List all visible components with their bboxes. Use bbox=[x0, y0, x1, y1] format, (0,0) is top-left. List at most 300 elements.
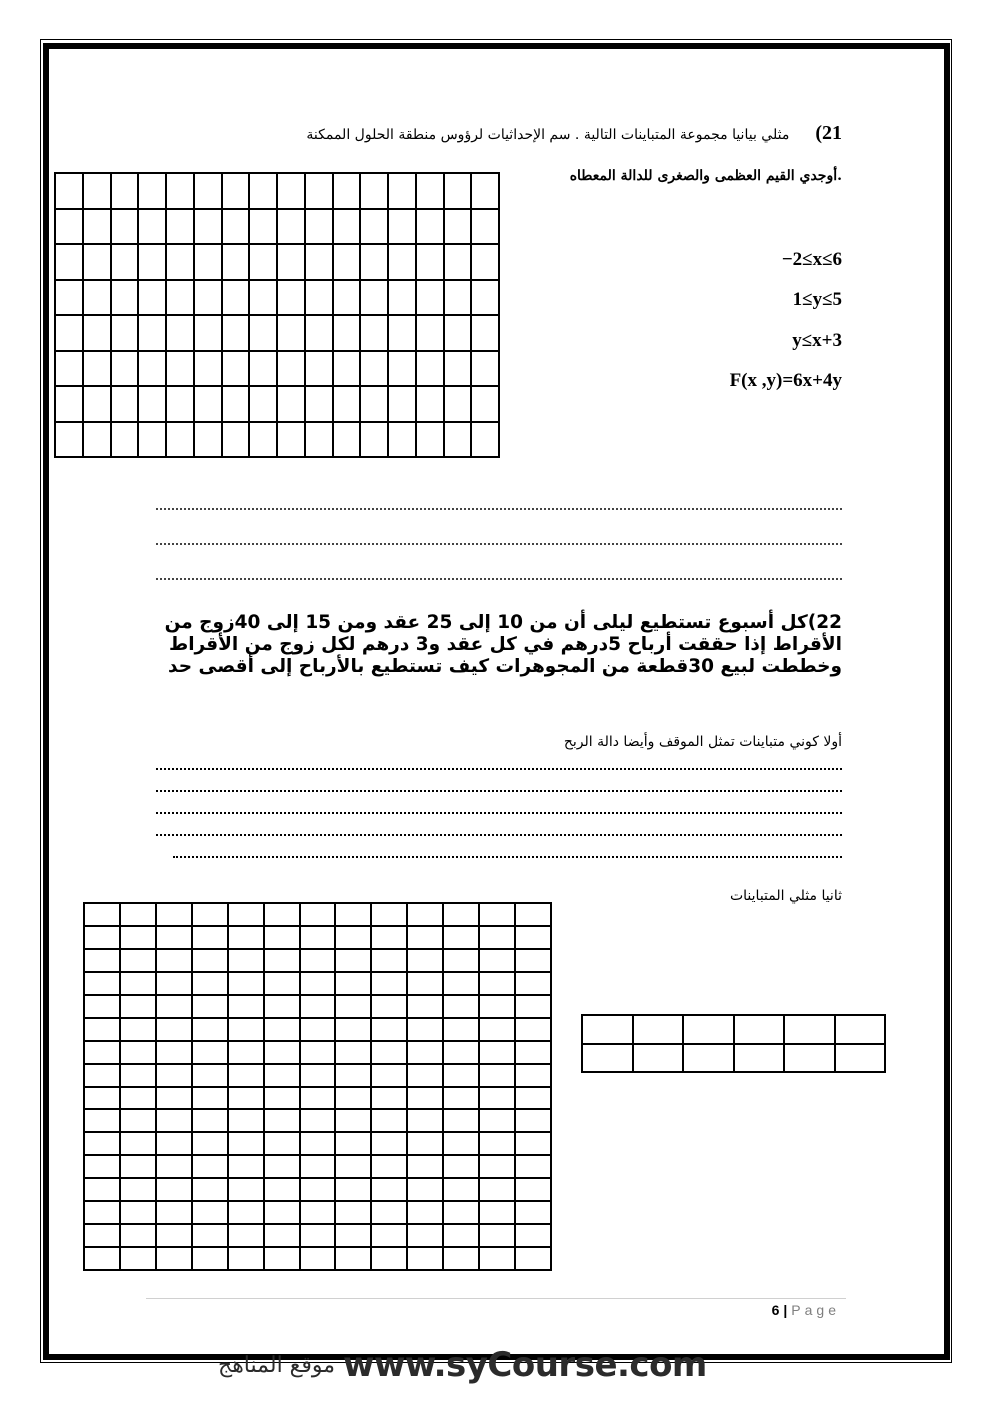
grid-cell[interactable] bbox=[55, 315, 83, 351]
grid-cell[interactable] bbox=[335, 1247, 371, 1270]
grid-cell[interactable] bbox=[416, 280, 444, 316]
grid-cell[interactable] bbox=[300, 926, 336, 949]
grid-cell[interactable] bbox=[111, 209, 139, 245]
grid-cell[interactable] bbox=[335, 1041, 371, 1064]
grid-cell[interactable] bbox=[111, 244, 139, 280]
grid-cell[interactable] bbox=[443, 1178, 479, 1201]
grid-cell[interactable] bbox=[84, 1178, 120, 1201]
grid-cell[interactable] bbox=[416, 173, 444, 209]
part1-answer-line-3[interactable] bbox=[156, 812, 842, 814]
grid-cell[interactable] bbox=[479, 903, 515, 926]
grid-cell[interactable] bbox=[55, 351, 83, 387]
grid-cell[interactable] bbox=[443, 1155, 479, 1178]
grid-cell[interactable] bbox=[300, 1224, 336, 1247]
grid-cell[interactable] bbox=[388, 422, 416, 458]
grid-cell[interactable] bbox=[55, 386, 83, 422]
grid-cell[interactable] bbox=[83, 244, 111, 280]
grid-cell[interactable] bbox=[335, 1087, 371, 1110]
grid-cell[interactable] bbox=[55, 244, 83, 280]
grid-cell[interactable] bbox=[55, 280, 83, 316]
grid-cell[interactable] bbox=[360, 315, 388, 351]
grid-cell[interactable] bbox=[156, 1132, 192, 1155]
grid-cell[interactable] bbox=[515, 972, 551, 995]
grid-cell[interactable] bbox=[335, 1018, 371, 1041]
grid-cell[interactable] bbox=[305, 209, 333, 245]
grid-cell[interactable] bbox=[120, 1087, 156, 1110]
grid-cell[interactable] bbox=[84, 1064, 120, 1087]
grid-cell[interactable] bbox=[335, 1109, 371, 1132]
grid-cell[interactable] bbox=[471, 244, 499, 280]
grid-cell[interactable] bbox=[360, 422, 388, 458]
grid-cell[interactable] bbox=[120, 926, 156, 949]
grid-cell[interactable] bbox=[335, 926, 371, 949]
grid-cell[interactable] bbox=[407, 1201, 443, 1224]
grid-cell[interactable] bbox=[416, 315, 444, 351]
grid-cell[interactable] bbox=[407, 1155, 443, 1178]
grid-cell[interactable] bbox=[471, 173, 499, 209]
table-cell[interactable] bbox=[835, 1044, 886, 1073]
grid-cell[interactable] bbox=[55, 173, 83, 209]
grid-cell[interactable] bbox=[407, 1087, 443, 1110]
grid-cell[interactable] bbox=[84, 972, 120, 995]
grid-cell[interactable] bbox=[471, 386, 499, 422]
grid-cell[interactable] bbox=[479, 1155, 515, 1178]
grid-cell[interactable] bbox=[120, 1224, 156, 1247]
grid-cell[interactable] bbox=[83, 351, 111, 387]
answer-line-1[interactable] bbox=[156, 508, 842, 510]
table-cell[interactable] bbox=[683, 1015, 734, 1044]
grid-cell[interactable] bbox=[444, 209, 472, 245]
grid-cell[interactable] bbox=[371, 926, 407, 949]
grid-cell[interactable] bbox=[249, 386, 277, 422]
grid-cell[interactable] bbox=[156, 972, 192, 995]
grid-cell[interactable] bbox=[416, 209, 444, 245]
grid-cell[interactable] bbox=[83, 386, 111, 422]
part1-answer-line-5[interactable] bbox=[173, 856, 842, 858]
grid-cell[interactable] bbox=[277, 280, 305, 316]
grid-cell[interactable] bbox=[300, 1155, 336, 1178]
grid-cell[interactable] bbox=[333, 244, 361, 280]
grid-cell[interactable] bbox=[371, 1247, 407, 1270]
grid-cell[interactable] bbox=[264, 1041, 300, 1064]
grid-cell[interactable] bbox=[371, 1087, 407, 1110]
grid-cell[interactable] bbox=[479, 1041, 515, 1064]
grid-cell[interactable] bbox=[360, 244, 388, 280]
grid-cell[interactable] bbox=[194, 244, 222, 280]
grid-cell[interactable] bbox=[388, 209, 416, 245]
grid-cell[interactable] bbox=[264, 1178, 300, 1201]
grid-cell[interactable] bbox=[228, 1109, 264, 1132]
grid-cell[interactable] bbox=[479, 995, 515, 1018]
grid-cell[interactable] bbox=[388, 315, 416, 351]
grid-cell[interactable] bbox=[84, 1247, 120, 1270]
grid-cell[interactable] bbox=[407, 1178, 443, 1201]
grid-cell[interactable] bbox=[111, 386, 139, 422]
grid-cell[interactable] bbox=[305, 422, 333, 458]
grid-cell[interactable] bbox=[138, 386, 166, 422]
grid-cell[interactable] bbox=[83, 209, 111, 245]
grid-cell[interactable] bbox=[371, 1132, 407, 1155]
grid-cell[interactable] bbox=[138, 351, 166, 387]
grid-cell[interactable] bbox=[300, 972, 336, 995]
grid-cell[interactable] bbox=[335, 903, 371, 926]
table-cell[interactable] bbox=[582, 1015, 633, 1044]
grid-cell[interactable] bbox=[228, 1087, 264, 1110]
grid-cell[interactable] bbox=[166, 315, 194, 351]
grid-cell[interactable] bbox=[228, 995, 264, 1018]
grid-cell[interactable] bbox=[515, 995, 551, 1018]
grid-cell[interactable] bbox=[194, 386, 222, 422]
grid-cell[interactable] bbox=[222, 280, 250, 316]
grid-cell[interactable] bbox=[335, 972, 371, 995]
grid-cell[interactable] bbox=[300, 1201, 336, 1224]
grid-cell[interactable] bbox=[264, 1247, 300, 1270]
grid-cell[interactable] bbox=[120, 995, 156, 1018]
grid-cell[interactable] bbox=[335, 1064, 371, 1087]
grid-cell[interactable] bbox=[222, 244, 250, 280]
grid-cell[interactable] bbox=[407, 1041, 443, 1064]
grid-cell[interactable] bbox=[194, 173, 222, 209]
table-cell[interactable] bbox=[835, 1015, 886, 1044]
grid-cell[interactable] bbox=[166, 209, 194, 245]
grid-cell[interactable] bbox=[335, 995, 371, 1018]
grid-cell[interactable] bbox=[228, 1178, 264, 1201]
grid-cell[interactable] bbox=[228, 1247, 264, 1270]
grid-cell[interactable] bbox=[371, 995, 407, 1018]
grid-cell[interactable] bbox=[305, 280, 333, 316]
grid-cell[interactable] bbox=[333, 315, 361, 351]
grid-cell[interactable] bbox=[138, 173, 166, 209]
grid-cell[interactable] bbox=[360, 209, 388, 245]
grid-cell[interactable] bbox=[300, 903, 336, 926]
grid-cell[interactable] bbox=[120, 903, 156, 926]
grid-cell[interactable] bbox=[515, 1132, 551, 1155]
grid-cell[interactable] bbox=[84, 1155, 120, 1178]
grid-cell[interactable] bbox=[277, 386, 305, 422]
grid-cell[interactable] bbox=[249, 209, 277, 245]
grid-cell[interactable] bbox=[156, 949, 192, 972]
grid-cell[interactable] bbox=[84, 903, 120, 926]
grid-cell[interactable] bbox=[120, 1018, 156, 1041]
grid-cell[interactable] bbox=[83, 422, 111, 458]
grid-cell[interactable] bbox=[479, 1132, 515, 1155]
table-cell[interactable] bbox=[734, 1044, 785, 1073]
grid-cell[interactable] bbox=[249, 315, 277, 351]
grid-cell[interactable] bbox=[333, 280, 361, 316]
grid-cell[interactable] bbox=[443, 1247, 479, 1270]
grid-cell[interactable] bbox=[444, 315, 472, 351]
grid-cell[interactable] bbox=[192, 1018, 228, 1041]
grid-cell[interactable] bbox=[407, 926, 443, 949]
grid-cell[interactable] bbox=[228, 1041, 264, 1064]
grid-cell[interactable] bbox=[249, 351, 277, 387]
grid-cell[interactable] bbox=[300, 1041, 336, 1064]
grid-cell[interactable] bbox=[335, 1132, 371, 1155]
grid-cell[interactable] bbox=[360, 173, 388, 209]
grid-cell[interactable] bbox=[444, 386, 472, 422]
table-cell[interactable] bbox=[734, 1015, 785, 1044]
grid-cell[interactable] bbox=[138, 422, 166, 458]
grid-cell[interactable] bbox=[388, 351, 416, 387]
grid-cell[interactable] bbox=[407, 1109, 443, 1132]
grid-cell[interactable] bbox=[156, 1018, 192, 1041]
grid-cell[interactable] bbox=[166, 244, 194, 280]
grid-cell[interactable] bbox=[515, 1109, 551, 1132]
grid-cell[interactable] bbox=[305, 386, 333, 422]
grid-cell[interactable] bbox=[138, 209, 166, 245]
grid-cell[interactable] bbox=[407, 949, 443, 972]
grid-cell[interactable] bbox=[443, 949, 479, 972]
grid-cell[interactable] bbox=[443, 995, 479, 1018]
grid-cell[interactable] bbox=[222, 351, 250, 387]
grid-cell[interactable] bbox=[249, 244, 277, 280]
grid-cell[interactable] bbox=[471, 315, 499, 351]
grid-cell[interactable] bbox=[333, 422, 361, 458]
grid-cell[interactable] bbox=[264, 1224, 300, 1247]
grid-cell[interactable] bbox=[443, 903, 479, 926]
grid-cell[interactable] bbox=[83, 315, 111, 351]
grid-cell[interactable] bbox=[515, 1178, 551, 1201]
grid-cell[interactable] bbox=[228, 903, 264, 926]
grid-cell[interactable] bbox=[222, 315, 250, 351]
grid-cell[interactable] bbox=[416, 386, 444, 422]
grid-cell[interactable] bbox=[277, 315, 305, 351]
grid-cell[interactable] bbox=[443, 1224, 479, 1247]
grid-cell[interactable] bbox=[371, 972, 407, 995]
grid-cell[interactable] bbox=[156, 926, 192, 949]
grid-cell[interactable] bbox=[138, 280, 166, 316]
grid-cell[interactable] bbox=[388, 173, 416, 209]
grid-cell[interactable] bbox=[305, 244, 333, 280]
part1-answer-line-1[interactable] bbox=[156, 768, 842, 770]
grid-cell[interactable] bbox=[194, 422, 222, 458]
grid-cell[interactable] bbox=[84, 1224, 120, 1247]
grid-cell[interactable] bbox=[444, 422, 472, 458]
grid-cell[interactable] bbox=[111, 280, 139, 316]
grid-cell[interactable] bbox=[84, 1018, 120, 1041]
grid-cell[interactable] bbox=[444, 351, 472, 387]
grid-cell[interactable] bbox=[192, 1064, 228, 1087]
grid-cell[interactable] bbox=[479, 1178, 515, 1201]
grid-cell[interactable] bbox=[515, 903, 551, 926]
grid-cell[interactable] bbox=[166, 351, 194, 387]
grid-cell[interactable] bbox=[120, 1155, 156, 1178]
table-cell[interactable] bbox=[784, 1044, 835, 1073]
grid-cell[interactable] bbox=[515, 949, 551, 972]
grid-cell[interactable] bbox=[264, 903, 300, 926]
grid-cell[interactable] bbox=[333, 209, 361, 245]
grid-cell[interactable] bbox=[156, 1201, 192, 1224]
grid-cell[interactable] bbox=[407, 995, 443, 1018]
grid-cell[interactable] bbox=[192, 1155, 228, 1178]
grid-cell[interactable] bbox=[120, 1201, 156, 1224]
grid-cell[interactable] bbox=[264, 1155, 300, 1178]
grid-cell[interactable] bbox=[335, 1201, 371, 1224]
grid-cell[interactable] bbox=[194, 315, 222, 351]
grid-cell[interactable] bbox=[300, 1132, 336, 1155]
grid-cell[interactable] bbox=[228, 1224, 264, 1247]
grid-cell[interactable] bbox=[300, 1109, 336, 1132]
grid-cell[interactable] bbox=[305, 351, 333, 387]
grid-cell[interactable] bbox=[416, 244, 444, 280]
grid-cell[interactable] bbox=[222, 422, 250, 458]
grid-cell[interactable] bbox=[407, 1064, 443, 1087]
grid-cell[interactable] bbox=[120, 1178, 156, 1201]
grid-cell[interactable] bbox=[83, 280, 111, 316]
grid-cell[interactable] bbox=[228, 1155, 264, 1178]
grid-cell[interactable] bbox=[120, 1247, 156, 1270]
grid-cell[interactable] bbox=[335, 949, 371, 972]
grid-cell[interactable] bbox=[84, 926, 120, 949]
grid-cell[interactable] bbox=[479, 949, 515, 972]
grid-cell[interactable] bbox=[120, 1064, 156, 1087]
grid-cell[interactable] bbox=[228, 1132, 264, 1155]
grid-cell[interactable] bbox=[83, 173, 111, 209]
grid-cell[interactable] bbox=[192, 995, 228, 1018]
table-cell[interactable] bbox=[582, 1044, 633, 1073]
grid-cell[interactable] bbox=[192, 1087, 228, 1110]
grid-cell[interactable] bbox=[138, 244, 166, 280]
grid-cell[interactable] bbox=[479, 1247, 515, 1270]
grid-cell[interactable] bbox=[156, 1064, 192, 1087]
grid-cell[interactable] bbox=[111, 422, 139, 458]
grid-cell[interactable] bbox=[166, 173, 194, 209]
grid-cell[interactable] bbox=[515, 1018, 551, 1041]
grid-cell[interactable] bbox=[407, 1224, 443, 1247]
grid-cell[interactable] bbox=[264, 1201, 300, 1224]
grid-cell[interactable] bbox=[515, 1224, 551, 1247]
grid-cell[interactable] bbox=[228, 1201, 264, 1224]
grid-cell[interactable] bbox=[443, 972, 479, 995]
grid-cell[interactable] bbox=[120, 1041, 156, 1064]
grid-cell[interactable] bbox=[371, 1109, 407, 1132]
grid-cell[interactable] bbox=[111, 173, 139, 209]
grid-cell[interactable] bbox=[333, 386, 361, 422]
grid-cell[interactable] bbox=[264, 1018, 300, 1041]
grid-cell[interactable] bbox=[479, 1018, 515, 1041]
grid-cell[interactable] bbox=[156, 1178, 192, 1201]
grid-cell[interactable] bbox=[300, 995, 336, 1018]
grid-cell[interactable] bbox=[228, 926, 264, 949]
grid-cell[interactable] bbox=[192, 1201, 228, 1224]
grid-cell[interactable] bbox=[407, 1247, 443, 1270]
grid-cell[interactable] bbox=[335, 1224, 371, 1247]
grid-cell[interactable] bbox=[84, 1087, 120, 1110]
grid-cell[interactable] bbox=[156, 1041, 192, 1064]
grid-cell[interactable] bbox=[305, 173, 333, 209]
answer-line-3[interactable] bbox=[156, 578, 842, 580]
grid-cell[interactable] bbox=[360, 386, 388, 422]
grid-cell[interactable] bbox=[264, 1064, 300, 1087]
grid-cell[interactable] bbox=[479, 1064, 515, 1087]
grid-cell[interactable] bbox=[156, 1087, 192, 1110]
grid-cell[interactable] bbox=[371, 1155, 407, 1178]
grid-cell[interactable] bbox=[84, 1201, 120, 1224]
grid-cell[interactable] bbox=[515, 1064, 551, 1087]
grid-cell[interactable] bbox=[192, 1132, 228, 1155]
grid-cell[interactable] bbox=[300, 949, 336, 972]
grid-cell[interactable] bbox=[443, 1087, 479, 1110]
grid-cell[interactable] bbox=[515, 1041, 551, 1064]
grid-cell[interactable] bbox=[479, 1201, 515, 1224]
grid-cell[interactable] bbox=[515, 926, 551, 949]
grid-cell[interactable] bbox=[277, 351, 305, 387]
grid-cell[interactable] bbox=[192, 903, 228, 926]
part1-answer-line-4[interactable] bbox=[156, 834, 842, 836]
grid-cell[interactable] bbox=[371, 1064, 407, 1087]
grid-cell[interactable] bbox=[471, 422, 499, 458]
grid-cell[interactable] bbox=[138, 315, 166, 351]
grid-cell[interactable] bbox=[264, 926, 300, 949]
grid-cell[interactable] bbox=[443, 1109, 479, 1132]
grid-cell[interactable] bbox=[194, 280, 222, 316]
grid-cell[interactable] bbox=[360, 351, 388, 387]
grid-cell[interactable] bbox=[471, 209, 499, 245]
grid-cell[interactable] bbox=[371, 1018, 407, 1041]
grid-cell[interactable] bbox=[192, 926, 228, 949]
grid-cell[interactable] bbox=[300, 1018, 336, 1041]
grid-cell[interactable] bbox=[192, 1041, 228, 1064]
grid-cell[interactable] bbox=[479, 1109, 515, 1132]
grid-cell[interactable] bbox=[264, 1087, 300, 1110]
grid-cell[interactable] bbox=[228, 1018, 264, 1041]
grid-cell[interactable] bbox=[443, 1132, 479, 1155]
grid-cell[interactable] bbox=[55, 209, 83, 245]
grid-cell[interactable] bbox=[444, 244, 472, 280]
table-cell[interactable] bbox=[784, 1015, 835, 1044]
grid-cell[interactable] bbox=[300, 1178, 336, 1201]
grid-cell[interactable] bbox=[407, 972, 443, 995]
grid-cell[interactable] bbox=[416, 351, 444, 387]
grid-cell[interactable] bbox=[166, 386, 194, 422]
grid-cell[interactable] bbox=[300, 1064, 336, 1087]
grid-cell[interactable] bbox=[515, 1201, 551, 1224]
grid-cell[interactable] bbox=[192, 1224, 228, 1247]
grid-cell[interactable] bbox=[192, 972, 228, 995]
grid-cell[interactable] bbox=[264, 1109, 300, 1132]
grid-cell[interactable] bbox=[84, 1041, 120, 1064]
grid-cell[interactable] bbox=[249, 280, 277, 316]
grid-cell[interactable] bbox=[444, 173, 472, 209]
grid-cell[interactable] bbox=[264, 995, 300, 1018]
grid-cell[interactable] bbox=[156, 903, 192, 926]
grid-cell[interactable] bbox=[388, 386, 416, 422]
grid-cell[interactable] bbox=[111, 351, 139, 387]
answer-line-2[interactable] bbox=[156, 543, 842, 545]
grid-cell[interactable] bbox=[264, 1132, 300, 1155]
grid-cell[interactable] bbox=[407, 1018, 443, 1041]
table-cell[interactable] bbox=[683, 1044, 734, 1073]
grid-cell[interactable] bbox=[277, 244, 305, 280]
grid-cell[interactable] bbox=[120, 949, 156, 972]
grid-cell[interactable] bbox=[371, 1178, 407, 1201]
grid-cell[interactable] bbox=[222, 386, 250, 422]
grid-cell[interactable] bbox=[444, 280, 472, 316]
grid-cell[interactable] bbox=[264, 972, 300, 995]
grid-cell[interactable] bbox=[228, 972, 264, 995]
grid-cell[interactable] bbox=[84, 995, 120, 1018]
grid-cell[interactable] bbox=[305, 315, 333, 351]
grid-cell[interactable] bbox=[371, 1224, 407, 1247]
grid-cell[interactable] bbox=[515, 1087, 551, 1110]
grid-cell[interactable] bbox=[360, 280, 388, 316]
grid-cell[interactable] bbox=[166, 422, 194, 458]
grid-cell[interactable] bbox=[192, 949, 228, 972]
grid-cell[interactable] bbox=[84, 1109, 120, 1132]
grid-cell[interactable] bbox=[443, 1018, 479, 1041]
grid-cell[interactable] bbox=[156, 1155, 192, 1178]
grid-cell[interactable] bbox=[156, 1224, 192, 1247]
